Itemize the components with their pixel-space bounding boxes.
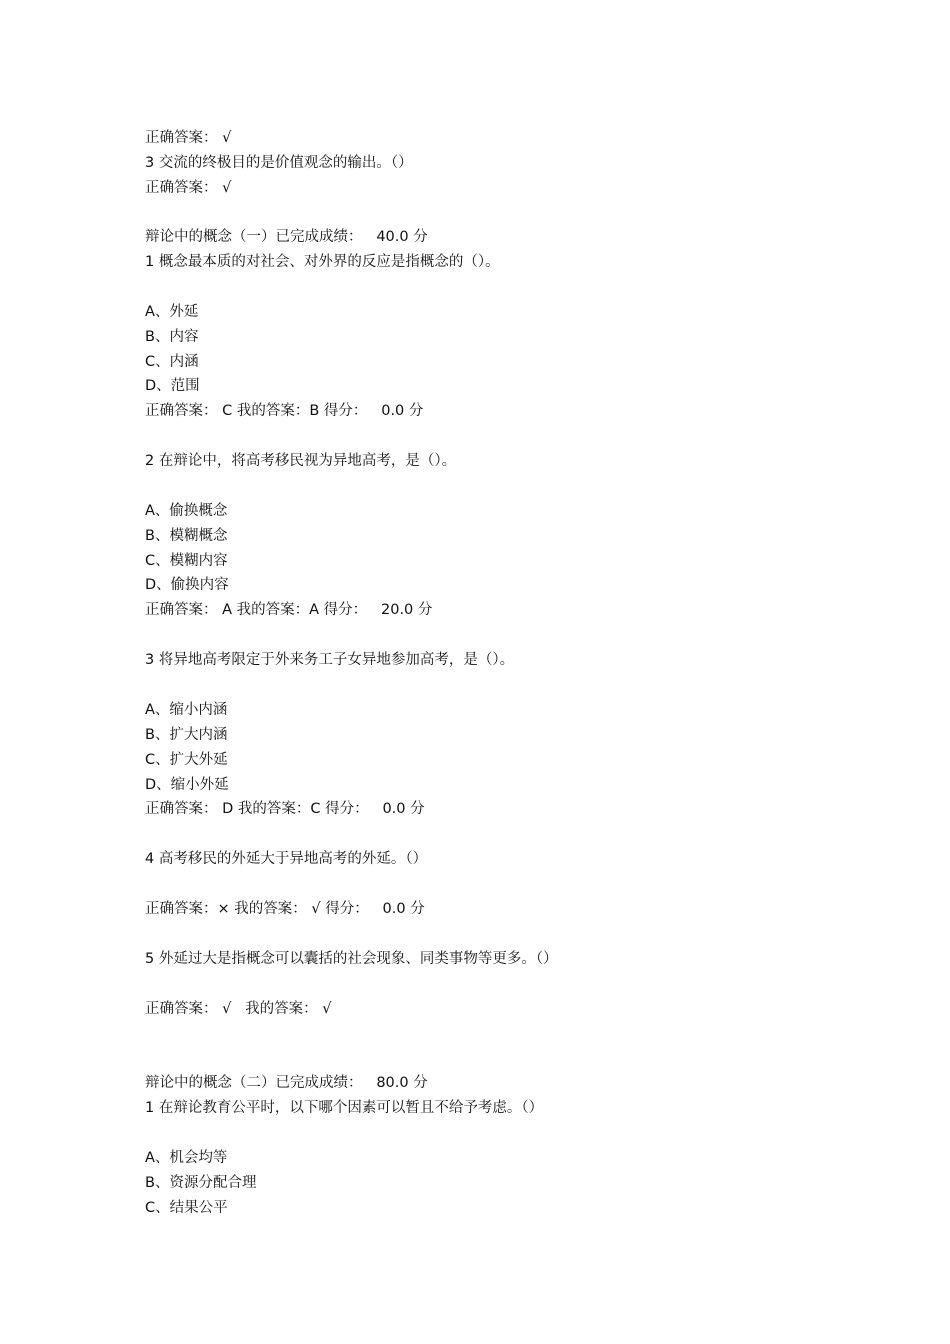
question-text: 2 在辩论中，将高考移民视为异地高考，是（）。	[145, 453, 457, 469]
option-a: A、外延	[145, 304, 199, 320]
option-c: C、扩大外延	[145, 752, 228, 768]
option-d: D、范围	[145, 378, 200, 394]
question-text: 3 交流的终极目的是价值观念的输出。（）	[145, 155, 413, 171]
answer-line: 正确答案： √	[145, 180, 232, 196]
answer-line: 正确答案： √	[145, 130, 232, 146]
answer-line: 正确答案：× 我的答案： √ 得分： 0.0 分	[145, 901, 425, 917]
option-b: B、模糊概念	[145, 528, 228, 544]
option-b: B、内容	[145, 329, 199, 345]
option-d: D、缩小外延	[145, 777, 229, 793]
option-a: A、机会均等	[145, 1150, 228, 1166]
question-text: 3 将异地高考限定于外来务工子女异地参加高考，是（）。	[145, 652, 515, 668]
answer-line: 正确答案： √ 我的答案： √	[145, 1001, 332, 1017]
option-b: B、扩大内涵	[145, 727, 228, 743]
option-d: D、偷换内容	[145, 577, 229, 593]
option-c: C、内涵	[145, 354, 199, 370]
option-c: C、模糊内容	[145, 553, 228, 569]
question-text: 1 在辩论教育公平时，以下哪个因素可以暂且不给予考虑。（）	[145, 1100, 544, 1116]
section-title: 辩论中的概念（二）已完成成绩： 80.0 分	[145, 1075, 428, 1091]
option-c: C、结果公平	[145, 1200, 228, 1216]
question-text: 1 概念最本质的对社会、对外界的反应是指概念的（）。	[145, 254, 500, 270]
section-title: 辩论中的概念（一）已完成成绩： 40.0 分	[145, 229, 428, 245]
option-a: A、偷换概念	[145, 503, 228, 519]
answer-line: 正确答案： A 我的答案：A 得分： 20.0 分	[145, 602, 433, 618]
option-a: A、缩小内涵	[145, 702, 228, 718]
answer-line: 正确答案： C 我的答案：B 得分： 0.0 分	[145, 403, 424, 419]
question-text: 4 高考移民的外延大于异地高考的外延。（）	[145, 851, 428, 867]
option-b: B、资源分配合理	[145, 1175, 257, 1191]
question-text: 5 外延过大是指概念可以囊括的社会现象、同类事物等更多。（）	[145, 951, 558, 967]
answer-line: 正确答案： D 我的答案：C 得分： 0.0 分	[145, 801, 425, 817]
